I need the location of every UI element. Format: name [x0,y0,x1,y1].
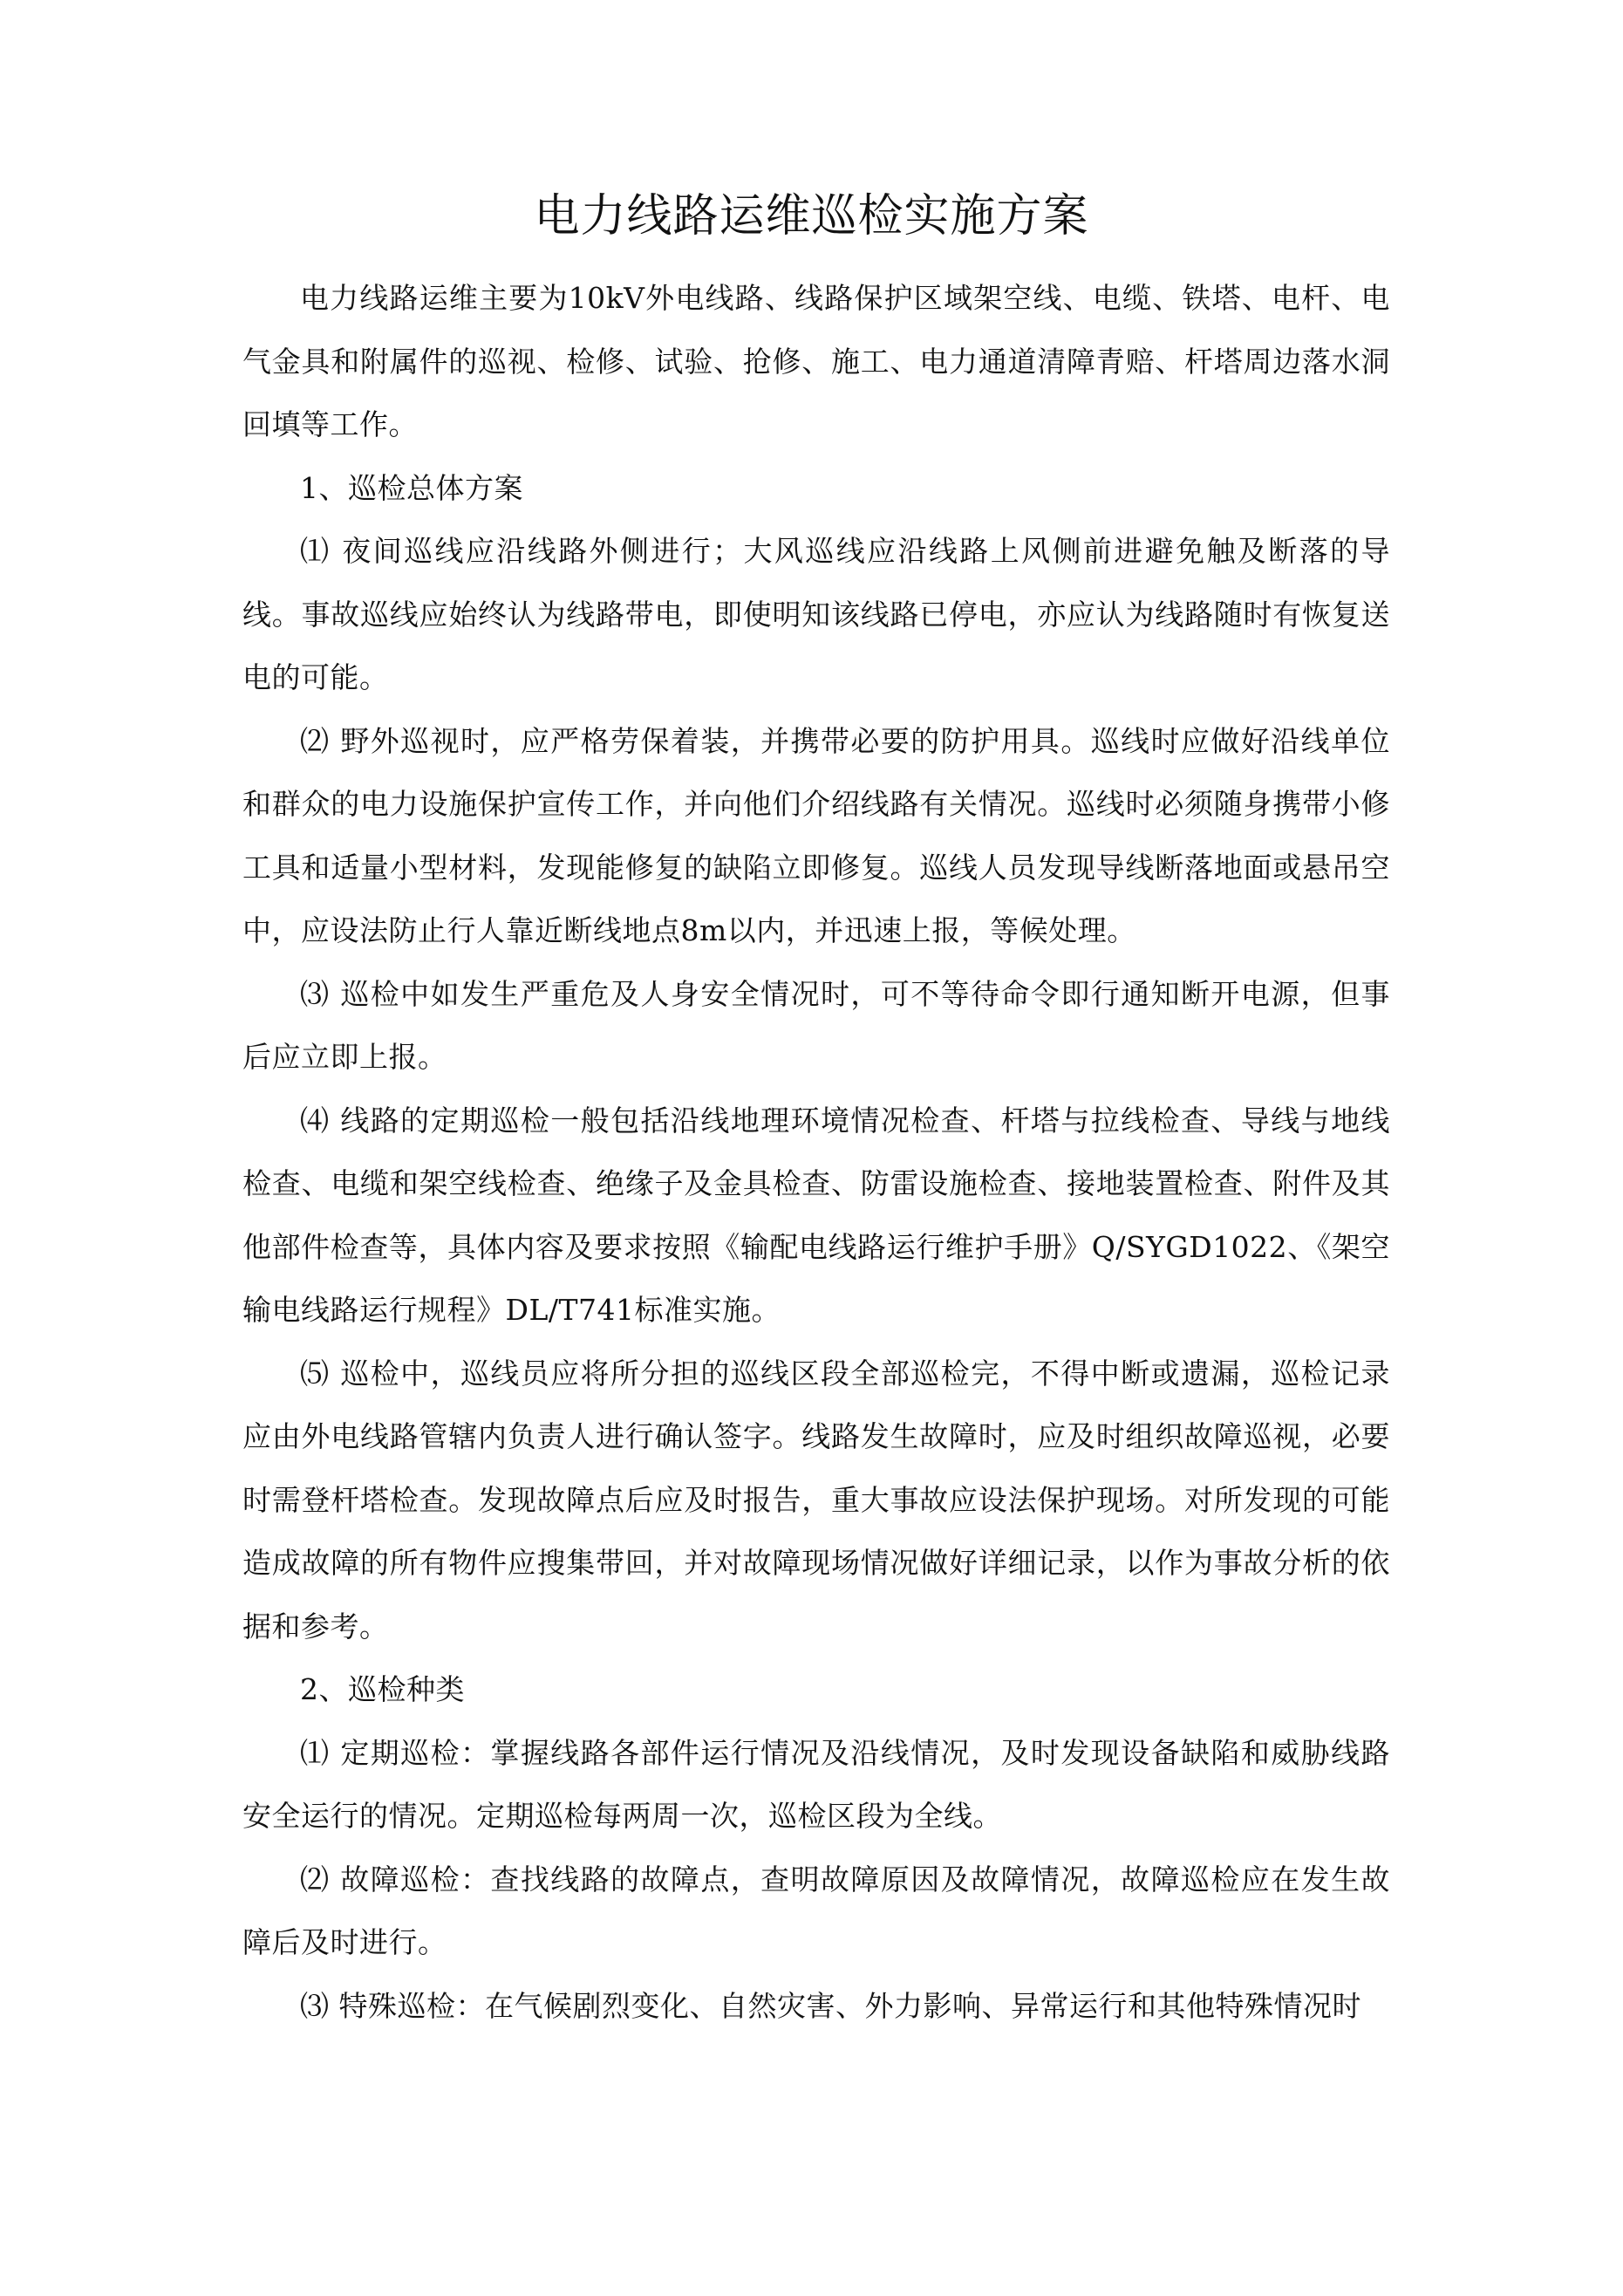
paragraph-item: ⑵ 野外巡视时，应严格劳保着装，并携带必要的防护用具。巡线时应做好沿线单位和群众的电力设施保护宣传工作，并向他们介绍线路有关情况。巡线时必须随身携带小修工具和适量小型材料，发现能修复的缺陷立即修复。巡线人员发现导线断落地面或悬吊空中，应设法防止行人靠近断线地点8m以内，并迅速上报，等候处理。 [242,723,1390,947]
document-body [242,267,1390,2038]
paragraph-item: ⑶ 巡检中如发生严重危及人身安全情况时，可不等待命令即行通知断开电源，但事后应立即上报。 [242,976,1390,1074]
paragraph-item: ⑶ 特殊巡检：在气候剧烈变化、自然灾害、外力影响、异常运行和其他特殊情况时 [300,1988,1361,2023]
section-heading-inspection-types: 2、巡检种类 [300,1672,465,1706]
intro-paragraph: 电力线路运维主要为10kV外电线路、线路保护区域架空线、电缆、铁塔、电杆、电气金具和附属件的巡视、检修、试验、抢修、施工、电力通道清障青赔、杆塔周边落水洞回填等工作。 [242,281,1390,441]
paragraph-item: ⑴ 定期巡检：掌握线路各部件运行情况及沿线情况，及时发现设备缺陷和威胁线路安全运行的情况。定期巡检每两周一次，巡检区段为全线。 [242,1735,1390,1833]
paragraph-item: ⑴ 夜间巡线应沿线路外侧进行；大风巡线应沿线路上风侧前进避免触及断落的导线。事故巡线应始终认为线路带电，即使明知该线路已停电，亦应认为线路随时有恢复送电的可能。 [242,534,1390,694]
paragraph-item: ⑷ 线路的定期巡检一般包括沿线地理环境情况检查、杆塔与拉线检查、导线与地线检查、电缆和架空线检查、绝缘子及金具检查、防雷设施检查、接地装置检查、附件及其他部件检查等，具体内容及要求按照《输配电线路运行维护手册》Q/SYGD1022、《架空输电线路运行规程》DL/T741标准实施。 [242,1103,1390,1327]
document-title: 电力线路运维巡检实施方案 [534,190,1089,243]
section-heading-overall-plan: 1、巡检总体方案 [300,470,523,505]
paragraph-item: ⑸ 巡检中，巡线员应将所分担的巡线区段全部巡检完，不得中断或遗漏，巡检记录应由外电线路管辖内负责人进行确认签字。线路发生故障时，应及时组织故障巡视，必要时需登杆塔检查。发现故障点后应及时报告，重大事故应设法保护现场。对所发现的可能造成故障的所有物件应搜集带回，并对故障现场情况做好详细记录，以作为事故分析的依据和参考。 [242,1356,1390,1643]
paragraph-item: ⑵ 故障巡检：查找线路的故障点，查明故障原因及故障情况，故障巡检应在发生故障后及时进行。 [242,1862,1390,1959]
